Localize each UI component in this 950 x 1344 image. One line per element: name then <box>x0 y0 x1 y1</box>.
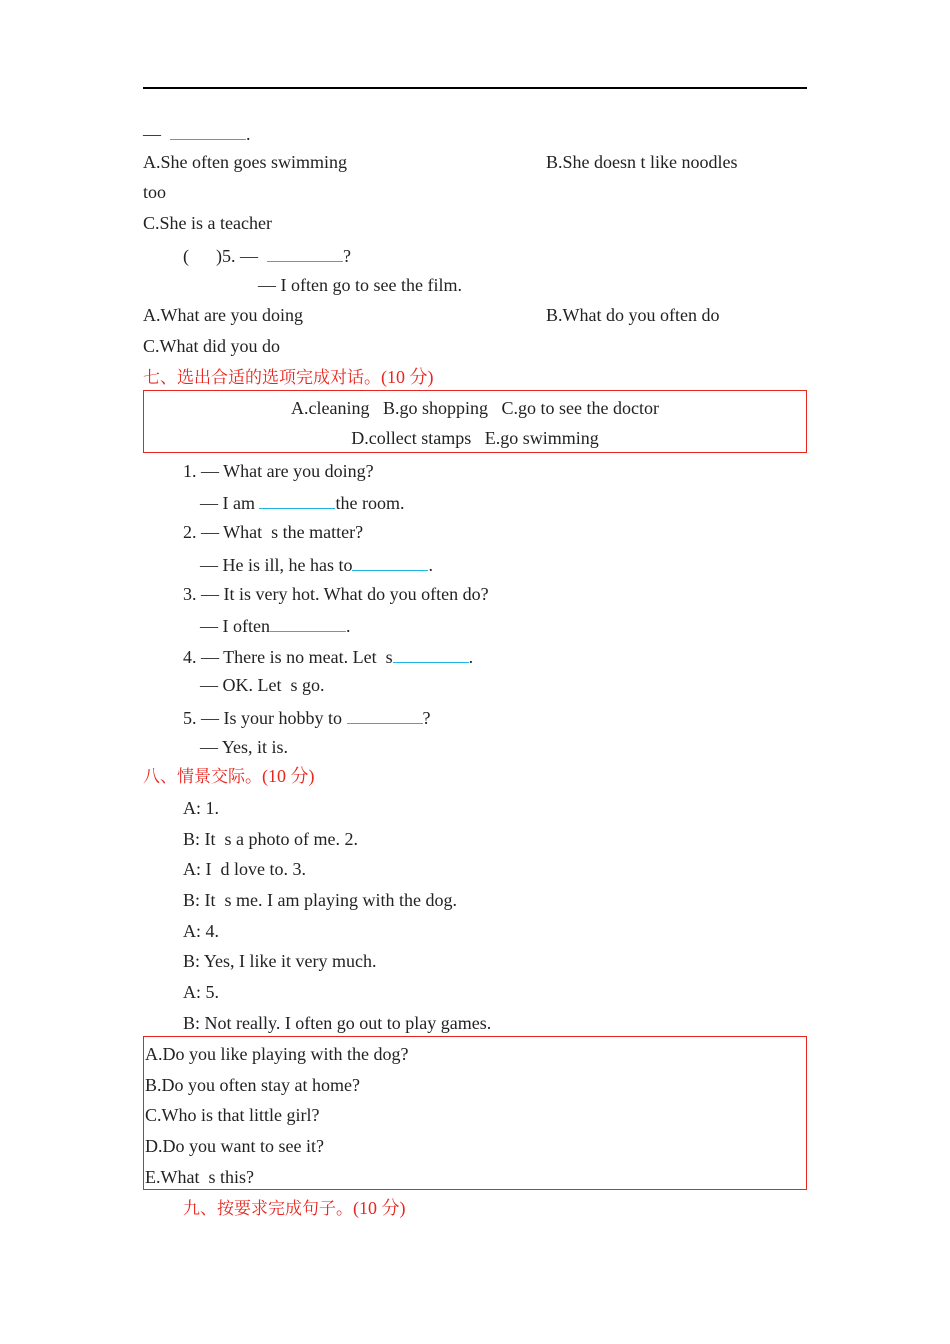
options-line: D.collect stamps E.go swimming <box>351 428 599 448</box>
option-item: D.Do you want to see it? <box>145 1136 324 1156</box>
dialogue-line: A: 5. <box>183 982 219 1002</box>
q5-answer: — I often go to see the film. <box>258 275 462 295</box>
dialogue-answer: — Yes, it is. <box>200 737 289 757</box>
option-item: A.Do you like playing with the dog? <box>145 1044 409 1064</box>
dialogue-question: 4. — There is no meat. Let s . <box>183 644 473 668</box>
section-title: 九、按要求完成句子。(10 分) <box>183 1198 406 1219</box>
dialogue-answer: — I am the room. <box>200 490 404 514</box>
option-item: B.Do you often stay at home? <box>145 1075 360 1095</box>
dash: — <box>143 124 161 144</box>
options-line: A.cleaning B.go shopping C.go to see the doctor <box>291 398 659 418</box>
dialogue-answer: — I often . <box>200 613 350 637</box>
dialogue-answer: — OK. Let s go. <box>200 675 325 695</box>
dialogue-question: 3. — It is very hot. What do you often do? <box>183 584 489 604</box>
dialogue-question: 2. — What s the matter? <box>183 522 364 542</box>
answer-blank[interactable] <box>352 552 428 571</box>
dialogue-line: B: It s me. I am playing with the dog. <box>183 890 457 910</box>
option-item: C.Who is that little girl? <box>145 1105 320 1125</box>
dialogue-question: 5. — Is your hobby to ? <box>183 705 431 729</box>
option-a: A.What are you doing <box>143 305 303 325</box>
option-a: A.She often goes swimming <box>143 152 347 172</box>
dialogue-line: A: 4. <box>183 921 219 941</box>
option-b-wrap: too <box>143 182 167 202</box>
header-rule <box>143 87 807 89</box>
option-b: B.What do you often do <box>546 305 720 325</box>
section-title: 七、选出合适的选项完成对话。(10 分) <box>143 367 434 388</box>
answer-blank[interactable] <box>267 243 343 262</box>
dialogue-line: B: It s a photo of me. 2. <box>183 829 358 849</box>
option-b: B.She doesn t like noodles <box>546 152 738 172</box>
answer-blank[interactable] <box>347 705 423 724</box>
q4-answer-line: — . <box>143 121 251 145</box>
dialogue-question: 1. — What are you doing? <box>183 461 374 481</box>
answer-blank[interactable] <box>259 490 335 509</box>
answer-blank[interactable] <box>170 121 246 140</box>
answer-blank[interactable] <box>393 644 469 663</box>
dialogue-line: A: 1. <box>183 798 219 818</box>
option-c: C.What did you do <box>143 336 280 356</box>
section-title: 八、情景交际。(10 分) <box>143 766 315 787</box>
option-item: E.What s this? <box>145 1167 254 1187</box>
dialogue-line: A: I d love to. 3. <box>183 859 306 879</box>
q5-question: ( )5. — ? <box>183 243 351 267</box>
dialogue-line: B: Yes, I like it very much. <box>183 951 377 971</box>
option-c: C.She is a teacher <box>143 213 272 233</box>
dialogue-answer: — He is ill, he has to . <box>200 552 433 576</box>
answer-blank[interactable] <box>270 613 346 632</box>
dialogue-line: B: Not really. I often go out to play games. <box>183 1013 492 1033</box>
